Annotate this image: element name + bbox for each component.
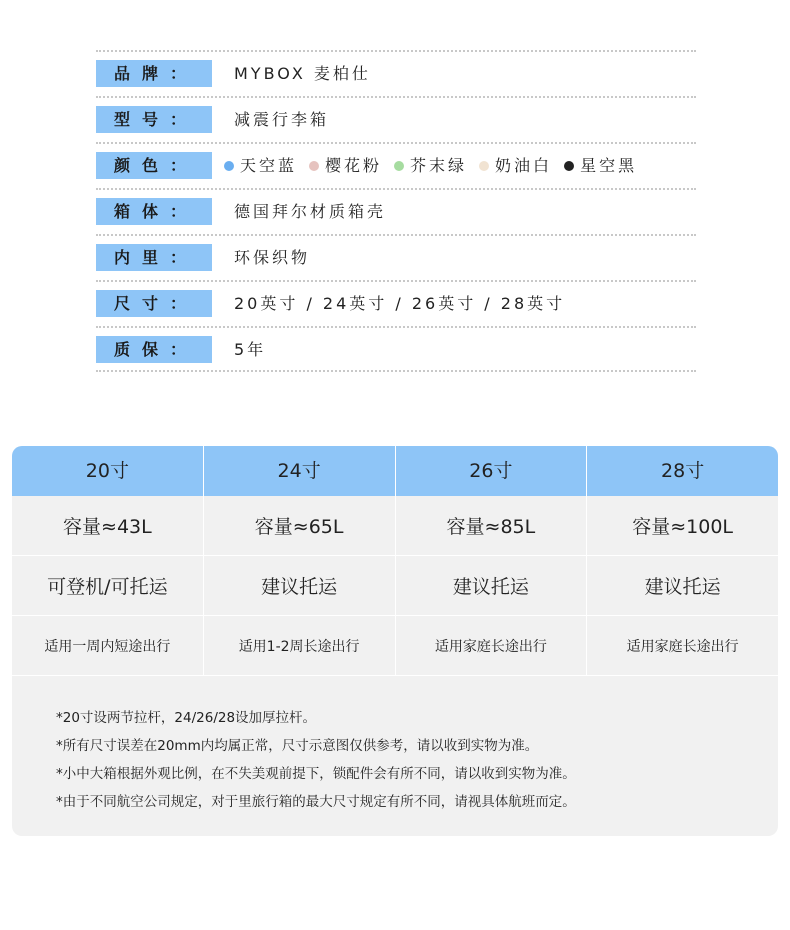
color-dot-icon bbox=[224, 161, 234, 171]
spec-label: 尺寸： bbox=[96, 290, 212, 317]
spec-value: 环保织物 bbox=[234, 248, 311, 267]
table-row bbox=[12, 496, 778, 556]
color-dot-icon bbox=[394, 161, 404, 171]
spec-row-shell bbox=[96, 188, 696, 234]
table-cell: 适用1-2周长途出行 bbox=[204, 616, 396, 675]
spec-value: 20英寸 / 24英寸 / 26英寸 / 28英寸 bbox=[234, 294, 566, 313]
color-dot-icon bbox=[564, 161, 574, 171]
spec-row-size bbox=[96, 280, 696, 326]
table-cell: 容量≈65L bbox=[204, 496, 396, 555]
table-cell: 可登机/可托运 bbox=[12, 556, 204, 615]
note-line: *由于不同航空公司规定，对于里旅行箱的最大尺寸规定有所不同，请视具体航班而定。 bbox=[56, 794, 576, 810]
color-name: 芥末绿 bbox=[410, 156, 468, 175]
spec-label: 品牌： bbox=[96, 60, 212, 87]
color-name: 天空蓝 bbox=[240, 156, 298, 175]
color-option bbox=[479, 152, 552, 179]
spec-label: 颜色： bbox=[96, 152, 212, 179]
color-option bbox=[224, 152, 297, 179]
spec-label: 质保： bbox=[96, 336, 212, 363]
spec-label: 箱体： bbox=[96, 198, 212, 225]
spec-row-warranty bbox=[96, 326, 696, 372]
table-cell: 建议托运 bbox=[644, 576, 721, 598]
table-header bbox=[12, 446, 778, 496]
table-row bbox=[12, 616, 778, 676]
spec-list bbox=[96, 50, 696, 372]
note-line: *所有尺寸误差在20mm内均属正常，尺寸示意图仅供参考，请以收到实物为准。 bbox=[56, 738, 539, 754]
spec-row-model bbox=[96, 96, 696, 142]
color-option bbox=[564, 152, 637, 179]
note-line: *20寸设两节拉杆，24/26/28设加厚拉杆。 bbox=[56, 710, 317, 726]
spec-row-brand bbox=[96, 50, 696, 96]
table-header-cell: 24寸 bbox=[204, 446, 396, 496]
spec-label: 内里： bbox=[96, 244, 212, 271]
size-comparison-table bbox=[12, 446, 778, 836]
table-header-cell: 26寸 bbox=[396, 446, 588, 496]
table-header-cell: 28寸 bbox=[661, 460, 705, 482]
color-option bbox=[394, 152, 467, 179]
color-option bbox=[309, 152, 382, 179]
table-cell: 容量≈85L bbox=[396, 496, 588, 555]
color-dot-icon bbox=[309, 161, 319, 171]
table-row bbox=[12, 556, 778, 616]
spec-row-color bbox=[96, 142, 696, 188]
spec-value: MYBOX 麦柏仕 bbox=[234, 64, 371, 83]
color-options bbox=[224, 152, 649, 179]
note-line: *小中大箱根据外观比例，在不失美观前提下，锁配件会有所不同，请以收到实物为准。 bbox=[56, 766, 576, 782]
table-header-cell: 20寸 bbox=[12, 446, 204, 496]
table-cell: 适用家庭长途出行 bbox=[626, 638, 739, 655]
table-cell: 适用一周内短途出行 bbox=[12, 616, 204, 675]
color-name: 星空黑 bbox=[580, 156, 638, 175]
table-cell: 容量≈43L bbox=[12, 496, 204, 555]
notes bbox=[12, 676, 778, 816]
spec-row-lining bbox=[96, 234, 696, 280]
color-name: 奶油白 bbox=[495, 156, 553, 175]
table-cell: 容量≈100L bbox=[632, 516, 734, 538]
color-dot-icon bbox=[479, 161, 489, 171]
spec-value: 5年 bbox=[234, 340, 267, 359]
table-cell: 建议托运 bbox=[204, 556, 396, 615]
spec-value: 减震行李箱 bbox=[234, 110, 330, 129]
table-cell: 适用家庭长途出行 bbox=[396, 616, 588, 675]
spec-label: 型号： bbox=[96, 106, 212, 133]
table-cell: 建议托运 bbox=[396, 556, 588, 615]
spec-value: 德国拜尔材质箱壳 bbox=[234, 202, 387, 221]
color-name: 樱花粉 bbox=[325, 156, 383, 175]
